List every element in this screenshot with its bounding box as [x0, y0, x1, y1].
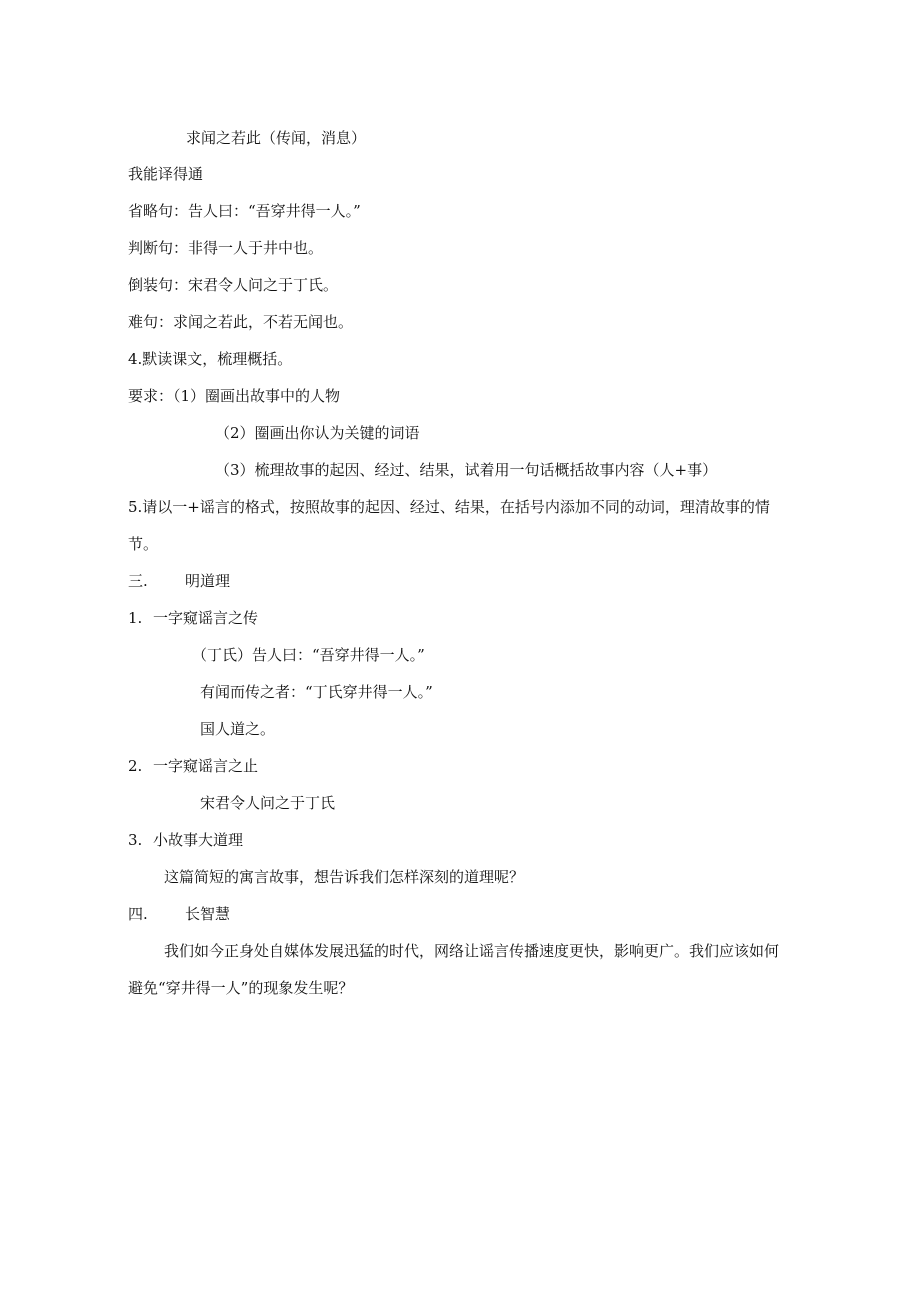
text-line: 求闻之若此（传闻，消息）: [186, 129, 367, 147]
text-line: 有闻而传之者：“丁氏穿井得一人。”: [200, 683, 433, 701]
section-title: 明道理: [185, 572, 231, 590]
text-line: 倒装句：宋君令人问之于丁氏。: [128, 276, 339, 294]
text-line: 要求：（1）圈画出故事中的人物: [128, 387, 341, 405]
list-item: [128, 756, 258, 776]
section-heading: [128, 904, 230, 924]
list-number: 1.: [128, 609, 143, 627]
list-number: 2.: [128, 757, 143, 775]
list-item-text: 一字窥谣言之止: [153, 757, 259, 775]
text-line: 省略句：告人曰：“吾穿井得一人。”: [128, 202, 361, 220]
section-number: 四.: [128, 905, 148, 923]
paragraph-line: 我们如今正身处自媒体发展迅猛的时代，网络让谣言传播速度更快，影响更广。我们应该如何: [164, 942, 780, 960]
list-item: [128, 830, 243, 850]
section-number: 三.: [128, 572, 148, 590]
text-line: 判断句：非得一人于井中也。: [128, 239, 324, 257]
text-line: 5.请以一+谣言的格式，按照故事的起因、经过、结果，在括号内添加不同的动词，理清故事的情: [128, 498, 770, 516]
paragraph-line: 避免“穿井得一人”的现象发生呢？: [128, 979, 354, 997]
text-line: 宋君令人问之于丁氏: [200, 794, 336, 812]
list-item-text: 小故事大道理: [153, 831, 244, 849]
text-line: （3）梳理故事的起因、经过、结果，试着用一句话概括故事内容（人+事）: [215, 461, 718, 479]
text-line: （丁氏）告人曰：“吾穿井得一人。”: [192, 646, 425, 664]
section-title: 长智慧: [185, 905, 231, 923]
list-item-text: 一字窥谣言之传: [153, 609, 259, 627]
list-number: 3.: [128, 831, 143, 849]
section-heading: 我能译得通: [128, 165, 204, 183]
section-heading: [128, 571, 230, 591]
list-item: [128, 608, 258, 628]
text-line: 难句：求闻之若此，不若无闻也。: [128, 313, 354, 331]
text-line: 国人道之。: [200, 720, 276, 738]
text-line: 4.默读课文，梳理概括。: [128, 350, 293, 368]
text-line: 节。: [128, 535, 159, 553]
text-line: （2）圈画出你认为关键的词语: [215, 424, 420, 442]
text-line: 这篇简短的寓言故事，想告诉我们怎样深刻的道理呢？: [164, 868, 525, 886]
